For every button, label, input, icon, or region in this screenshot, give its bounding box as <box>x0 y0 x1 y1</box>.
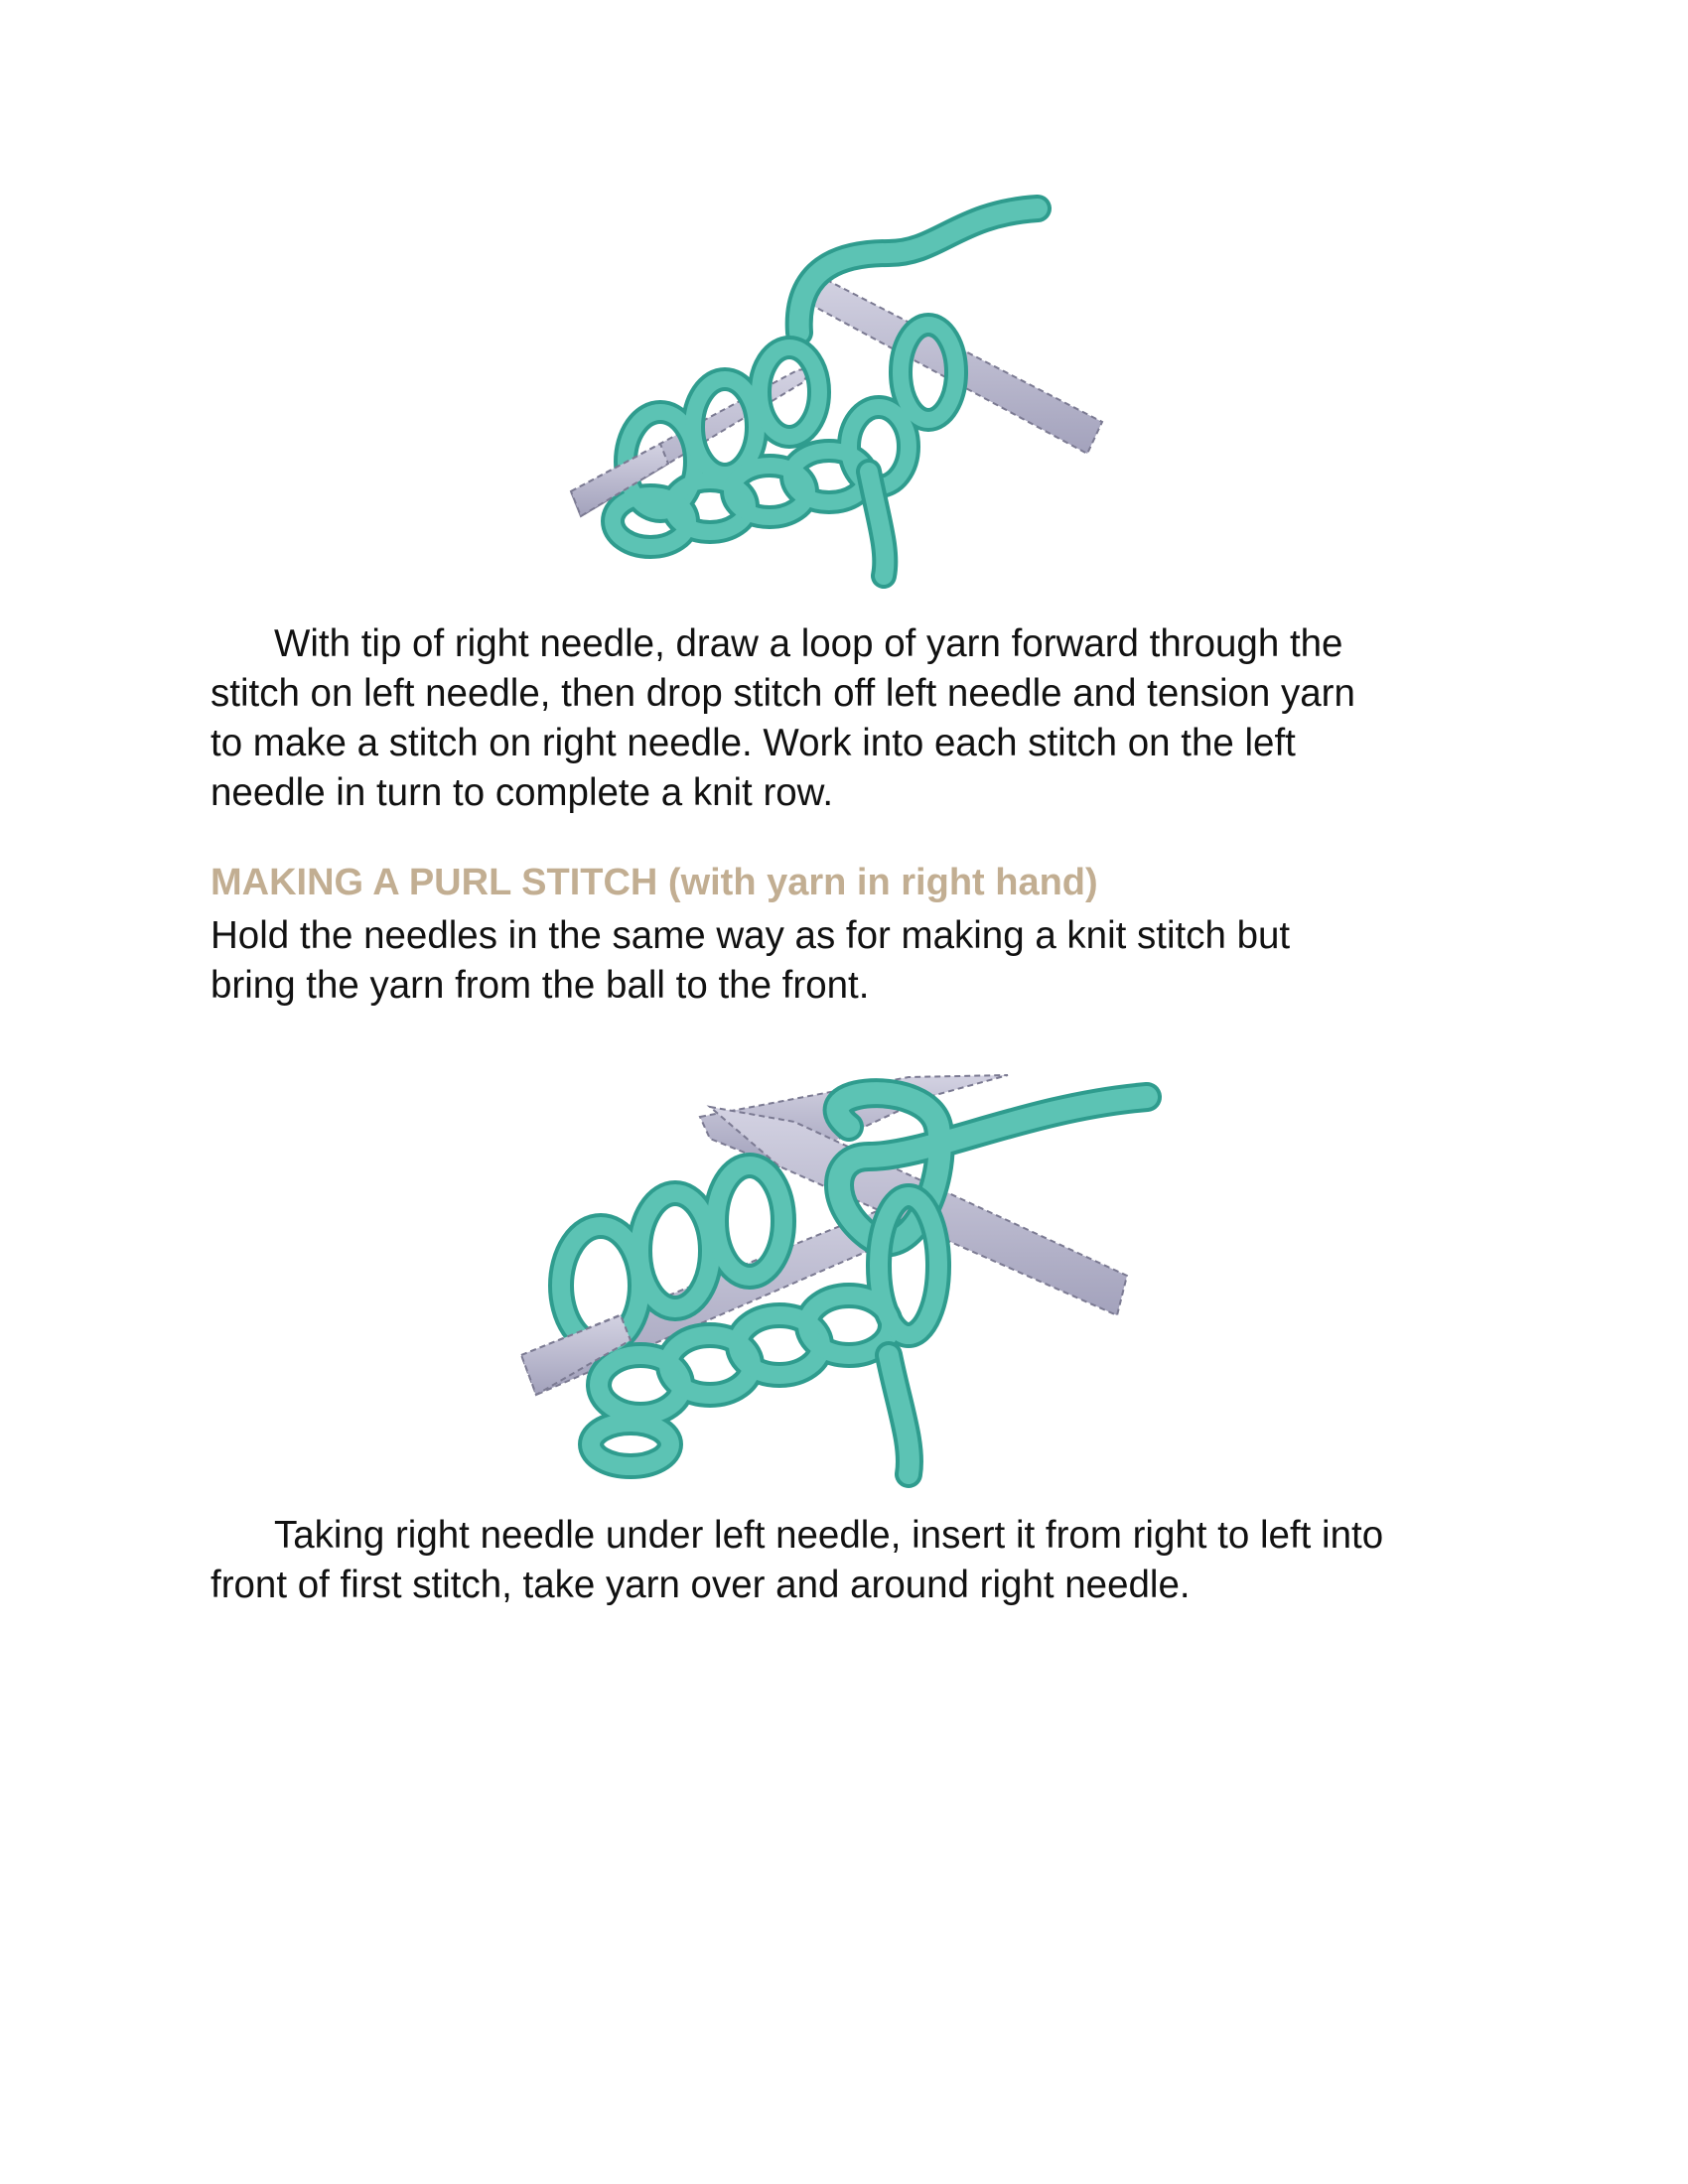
text-line: stitch on left needle, then drop stitch off left needle and tension yarn <box>211 672 1355 715</box>
text-line: front of first stitch, take yarn over and around right needle. <box>211 1564 1191 1606</box>
purl-instructions-paragraph <box>211 1511 1501 1610</box>
text-line: Hold the needles in the same way as for making a knit stitch but <box>211 914 1291 957</box>
text-line: needle in turn to complete a knit row. <box>211 771 834 814</box>
text-line: With tip of right needle, draw a loop of yarn forward through the <box>274 622 1343 665</box>
text-line: Taking right needle under left needle, insert it from right to left into <box>274 1514 1384 1557</box>
section-heading: MAKING A PURL STITCH (with yarn in right hand) <box>211 862 1098 903</box>
knit-instructions-paragraph <box>211 619 1501 818</box>
knitting-needles-purl-icon <box>511 1067 1187 1494</box>
purl-intro-paragraph <box>211 911 1501 1011</box>
text-line: bring the yarn from the ball to the front. <box>211 964 870 1007</box>
knitting-needles-knit-icon <box>551 194 1127 591</box>
text-line: to make a stitch on right needle. Work into each stitch on the left <box>211 722 1296 764</box>
